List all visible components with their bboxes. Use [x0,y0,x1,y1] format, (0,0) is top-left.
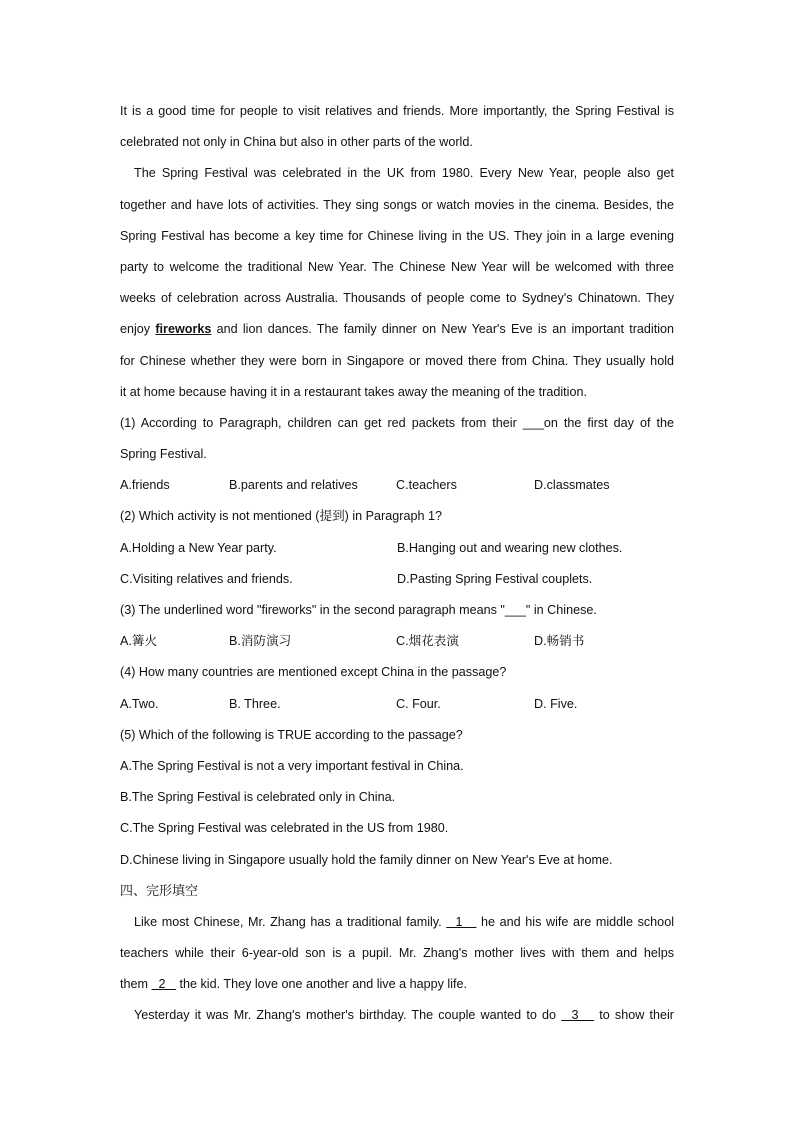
question-5-stem: (5) Which of the following is TRUE according to the passage? [120,727,463,742]
passage-line: celebrated not only in China but also in other parts of the world. [120,135,473,150]
text-segment: them [120,977,152,992]
paragraph2-line: together and have lots of activities. They sing songs or watch movies in the cinema. Besides, the [120,197,674,212]
question-3-stem: (3) The underlined word "fireworks" in the second paragraph means "___" in Chinese. [120,603,597,617]
paragraph2-line: The Spring Festival was celebrated in the UK from 1980. Every New Year, people also get [134,166,674,181]
paragraph2-line [120,314,674,345]
underlined-word-fireworks: fireworks [155,322,212,337]
option-d: D.classmates [534,478,610,493]
question-2-stem: (2) Which activity is not mentioned (提到) in Paragraph 1? [120,509,442,524]
option-a: A.Holding a New Year party. [120,540,277,555]
text-segment: the kid. They love one another and live a happy life. [176,977,468,992]
text-segment: Yesterday it was Mr. Zhang's mother's birthday. The couple wanted to do [134,1008,562,1023]
option-d: D.Pasting Spring Festival couplets. [397,571,593,586]
text-segment: he and his wife are middle school [476,914,674,929]
option-b: B.The Spring Festival is celebrated only in China. [120,790,396,805]
option-a: A.The Spring Festival is not a very important festival in China. [120,758,464,773]
text-segment: and lion dances. The family dinner on New Year's Eve is an important tradition [211,322,674,337]
option-d: D.Chinese living in Singapore usually hold the family dinner on New Year's Eve at home. [120,852,613,867]
option-c: C.烟花表演 [396,634,459,649]
text-segment: to show their [594,1008,674,1023]
option-a: A.Two. [120,696,159,711]
cloze-line [120,1000,674,1031]
cloze-line: teachers while their 6-year-old son is a pupil. Mr. Zhang's mother lives with them and helps [120,946,674,961]
option-b: B.消防演习 [229,634,292,649]
question-1-stem: (1) According to Paragraph, children can get red packets from their ___on the first day of the [120,415,674,430]
option-d: D. Five. [534,696,578,711]
option-a: A.篝火 [120,634,158,649]
text-segment: enjoy [120,322,156,337]
blank-3: 3 [561,1008,595,1023]
option-c: C.Visiting relatives and friends. [120,571,293,586]
option-b: B.parents and relatives [229,478,358,493]
paragraph2-line: it at home because having it in a restaurant takes away the meaning of the tradition. [120,384,587,399]
question-1-stem-cont: Spring Festival. [120,447,207,462]
cloze-line [120,969,674,1000]
question-4-options [120,689,674,720]
paragraph2-line: for Chinese whether they were born in Singapore or moved there from China. They usually hold [120,353,674,368]
option-c: C.The Spring Festival was celebrated in the US from 1980. [120,821,449,836]
document-page [120,96,674,1032]
question-2-options-row2 [120,564,674,595]
option-b: B. Three. [229,696,281,711]
option-d: D.畅销书 [534,634,585,649]
cloze-line [120,907,674,938]
text-segment: Like most Chinese, Mr. Zhang has a traditional family. [134,914,447,929]
section-heading: 四、完形填空 [120,883,199,899]
blank-1: 1 [446,914,477,929]
passage-line: It is a good time for people to visit relatives and friends. More importantly, the Spring Festival is [120,104,674,118]
option-b: B.Hanging out and wearing new clothes. [397,540,623,555]
paragraph2-line: party to welcome the traditional New Year. The Chinese New Year will be welcomed with three [120,259,674,274]
question-2-options-row1 [120,533,674,564]
option-c: C.teachers [396,478,457,493]
paragraph2-line: Spring Festival has become a key time for Chinese living in the US. They join in a large evening [120,228,674,243]
question-4-stem: (4) How many countries are mentioned except China in the passage? [120,665,507,680]
paragraph2-line: weeks of celebration across Australia. Thousands of people come to Sydney's Chinatown. They [120,291,674,306]
option-a: A.friends [120,478,170,493]
option-c: C. Four. [396,696,441,711]
question-1-options [120,470,674,501]
question-3-options [120,626,674,657]
blank-2: 2 [151,977,176,992]
